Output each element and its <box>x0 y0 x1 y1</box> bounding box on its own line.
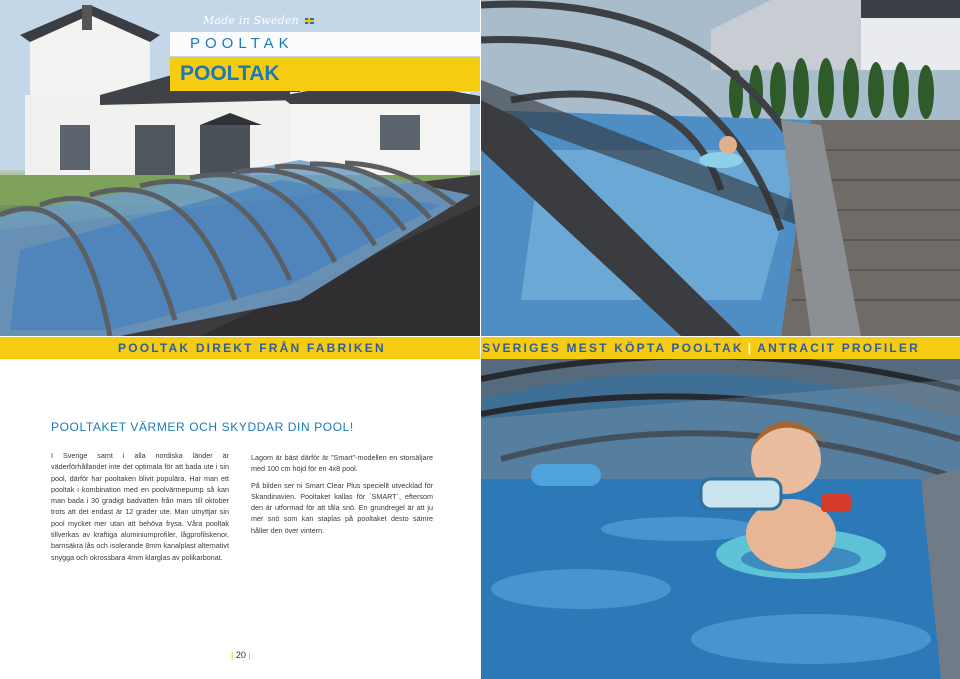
swedish-flag-icon <box>305 18 314 24</box>
made-in-sweden-label <box>203 14 314 27</box>
banner-text-1: SVERIGES MEST KÖPTA POOLTAK <box>482 341 744 355</box>
paragraph: Lagom är bäst därför är ”Smart”-modellen en storsäljare med 100 cm höjd för en 4x8 pool. <box>251 453 433 474</box>
section-heading: POOLTAKET VÄRMER OCH SKYDDAR DIN POOL! <box>51 420 354 434</box>
left-banner: POOLTAK DIREKT FRÅN FABRIKEN <box>0 337 480 359</box>
paragraph: På bilden ser ni Smart Clear Plus speciellt utvecklad för Skandinavien. Pooltaket kallas för ´SMART´, eftersom den är utformad för att tåla snö. En grundregel är att ju mer snö som kan staplas på pooltaket desto sämre håller den över vintern. <box>251 480 433 535</box>
banner-separator: | <box>747 341 754 355</box>
banner-text-2: ANTRACIT PROFILER <box>757 341 920 355</box>
paragraph: I Sverige samt i alla nordiska länder är väderförhållandet inte det optimala för att bada ute i sin pool, därför har pooltaken blivit populära. Har man ett pooltak i kombination med en poolvärmepump så kan man bada i 30 gradigt badvatten från mars till oktober trots att det endast är 12 grader ute. Man utnyttjar sin pool mycket mer utan att behöva frysa. Våra pooltak tillverkas av kraftiga aluminiumprofiler, lågprofilskenor, barnsäkra lås och isolerande 8mm kanalplast alternativt snygga och okrossbara 4mm klarglas av polikarbonat. <box>51 451 229 562</box>
boy-in-pool-enclosure-photo <box>481 0 960 336</box>
text-column-1 <box>51 450 229 568</box>
title-small: POOLTAK <box>170 32 480 56</box>
text-column-2 <box>251 452 433 541</box>
title-big: POOLTAK <box>170 57 480 91</box>
right-banner <box>481 337 960 359</box>
page-number-value: 20 <box>235 650 246 660</box>
enclosure-track-illustration <box>481 0 960 336</box>
made-in-text: Made in Sweden <box>203 14 299 27</box>
boy-with-goggles-photo <box>481 359 960 679</box>
page-number: | 20 | <box>231 650 251 660</box>
boy-swimming-illustration <box>481 359 960 679</box>
